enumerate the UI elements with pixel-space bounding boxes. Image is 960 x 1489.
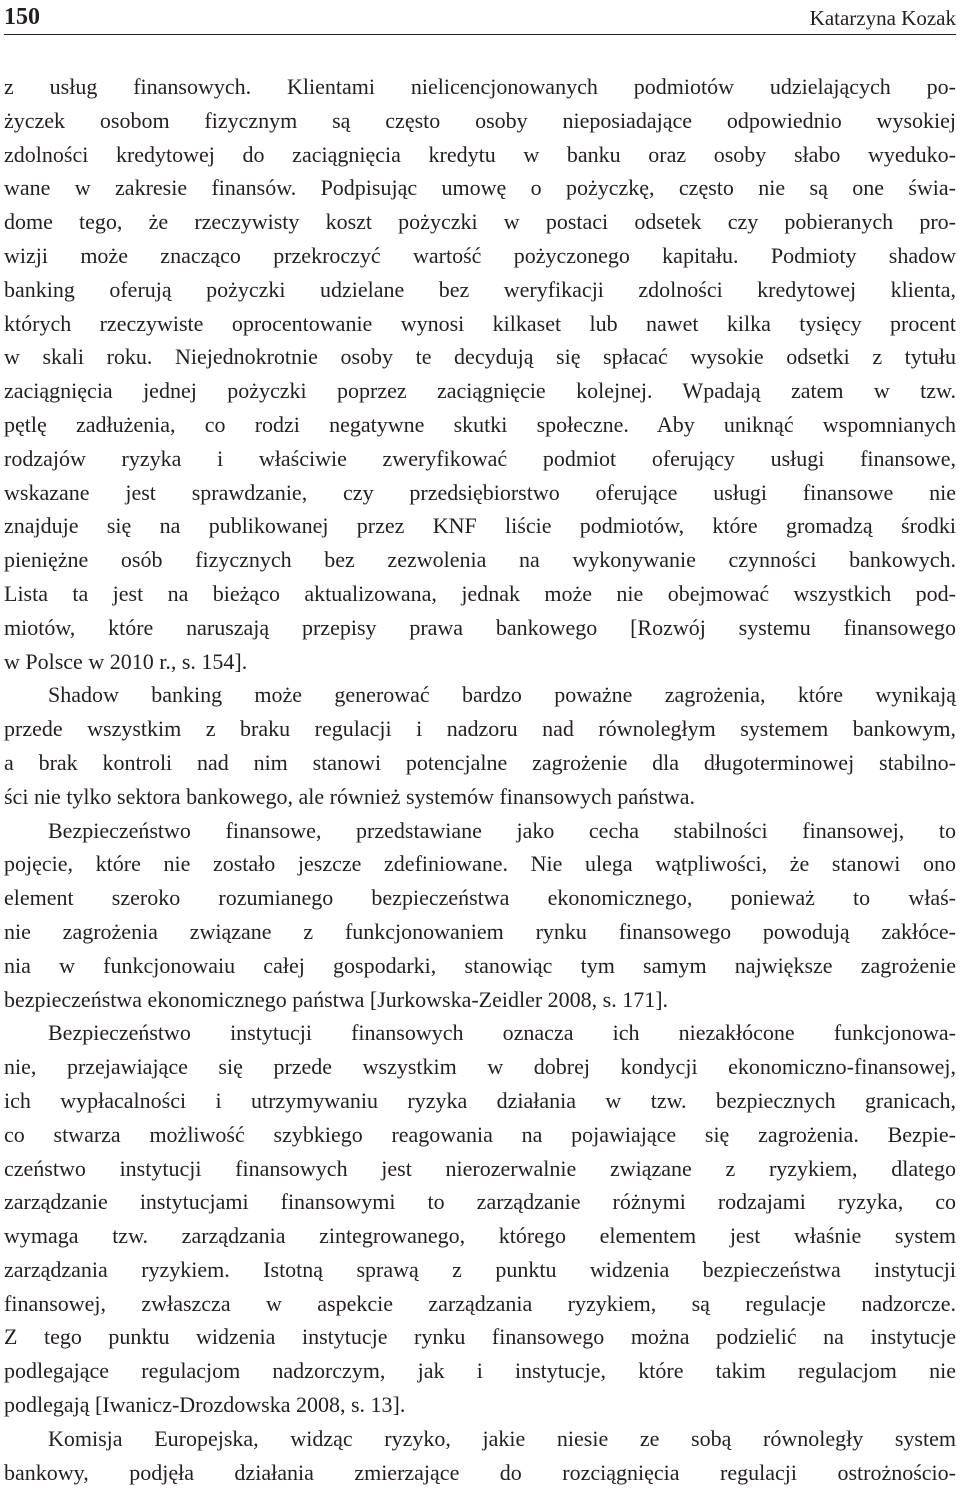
text-line: finansowej, zwłaszcza w aspekcie zarządzania ryzykiem, są regulacje nadzorcze. — [4, 1290, 956, 1316]
text-line: nie zagrożenia związane z funkcjonowaniem rynku finansowego powodują zakłóce- — [4, 918, 956, 944]
text-line: pojęcie, które nie zostało jeszcze zdefiniowane. Nie ulega wątpliwości, że stanowi ono — [4, 851, 956, 877]
page-number: 150 — [4, 4, 40, 30]
text-line: z usług finansowych. Klientami nielicencjonowanych podmiotów udzielających po- — [4, 74, 956, 99]
text-line: w Polsce w 2010 r., s. 154]. — [4, 648, 248, 674]
text-line: wane w zakresie finansów. Podpisując umowę o pożyczkę, często nie są one świa- — [4, 175, 956, 201]
running-head-author: Katarzyna Kozak — [809, 6, 956, 30]
text-line: w skali roku. Niejednokrotnie osoby te decydują się spłacać wysokie odsetki z tytułu — [4, 344, 956, 370]
text-line: wizji może znacząco przekroczyć wartość pożyczonego kapitału. Podmioty shadow — [4, 242, 956, 268]
text-line: Komisja Europejska, widząc ryzyko, jakie niesie ze sobą równoległy system — [48, 1425, 956, 1451]
text-line: banking oferują pożyczki udzielane bez weryfikacji zdolności kredytowej klienta, — [4, 276, 956, 302]
text-line: wskazane jest sprawdzanie, czy przedsiębiorstwo oferujące usługi finansowe nie — [4, 479, 956, 505]
text-line: życzek osobom fizycznym są często osoby nieposiadające odpowiednio wysokiej — [4, 107, 956, 133]
text-line: Bezpieczeństwo instytucji finansowych oznacza ich niezakłócone funkcjonowa- — [48, 1020, 956, 1046]
text-line: element szeroko rozumianego bezpieczeństwa ekonomicznego, ponieważ to właś- — [4, 885, 956, 911]
text-line: ich wypłacalności i utrzymywaniu ryzyka działania w tzw. bezpiecznych granicach, — [4, 1087, 956, 1113]
text-line: zarządzanie instytucjami finansowymi to zarządzanie różnymi rodzajami ryzyka, co — [4, 1189, 956, 1215]
text-line: nie, przejawiające się przede wszystkim w dobrej kondycji ekonomiczno-finansowej, — [4, 1054, 956, 1080]
text-line: wymaga tzw. zarządzania zintegrowanego, którego elementem jest właśnie system — [4, 1223, 956, 1249]
text-line: bezpieczeństwa ekonomicznego państwa [Jurkowska-Zeidler 2008, s. 171]. — [4, 986, 669, 1012]
text-line: podlegają [Iwanicz-Drozdowska 2008, s. 13]. — [4, 1392, 406, 1418]
text-line: ści nie tylko sektora bankowego, ale również systemów finansowych państwa. — [4, 783, 695, 809]
text-line: pieniężne osób fizycznych bez zezwolenia na wykonywanie czynności bankowych. — [4, 547, 956, 573]
text-line: pętlę zadłużenia, co rodzi negatywne skutki społeczne. Aby uniknąć wspomnianych — [4, 411, 956, 437]
text-line: co stwarza możliwość szybkiego reagowania na pojawiające się zagrożenia. Bezpie- — [4, 1121, 956, 1147]
text-line: zarządzania ryzykiem. Istotną sprawą z punktu widzenia bezpieczeństwa instytucji — [4, 1256, 956, 1282]
text-line: Bezpieczeństwo finansowe, przedstawiane jako cecha stabilności finansowej, to — [48, 817, 956, 843]
text-line: rodzajów ryzyka i właściwie zweryfikować podmiot oferujący usługi finansowe, — [4, 445, 956, 471]
text-line: zaciągnięcia jednej pożyczki poprzez zaciągnięcie kolejnej. Wpadają zatem w tzw. — [4, 378, 956, 404]
text-line: podlegające regulacjom nadzorczym, jak i instytucje, które takim regulacjom nie — [4, 1358, 956, 1384]
text-line: Shadow banking może generować bardzo poważne zagrożenia, które wynikają — [48, 682, 956, 708]
text-line: czeństwo instytucji finansowych jest nierozerwalnie związane z ryzykiem, dlatego — [4, 1155, 956, 1181]
text-line: miotów, które naruszają przepisy prawa bankowego [Rozwój systemu finansowego — [4, 614, 956, 640]
text-line: Lista ta jest na bieżąco aktualizowana, jednak może nie obejmować wszystkich pod- — [4, 580, 956, 606]
page-header — [4, 2, 956, 35]
text-line: znajduje się na publikowanej przez KNF liście podmiotów, które gromadzą środki — [4, 513, 956, 539]
text-line: Z tego punktu widzenia instytucje rynku finansowego można podzielić na instytucje — [4, 1324, 956, 1350]
text-line: dome tego, że rzeczywisty koszt pożyczki w postaci odsetek czy pobieranych pro- — [4, 209, 956, 235]
text-line: zdolności kredytowej do zaciągnięcia kredytu w banku oraz osoby słabo wyeduko- — [4, 141, 956, 167]
text-line: a brak kontroli nad nim stanowi potencjalne zagrożenie dla długoterminowej stabilno- — [4, 749, 956, 775]
text-line: przede wszystkim z braku regulacji i nadzoru nad równoległym systemem bankowym, — [4, 716, 956, 742]
text-line: nia w funkcjonowaiu całej gospodarki, stanowiąc tym samym największe zagrożenie — [4, 952, 956, 978]
text-line: których rzeczywiste oprocentowanie wynosi kilkaset lub nawet kilka tysięcy procent — [4, 310, 956, 336]
body-text — [4, 70, 956, 1489]
text-line: bankowy, podjęła działania zmierzające do rozciągnięcia regulacji ostrożnościo- — [4, 1459, 956, 1485]
